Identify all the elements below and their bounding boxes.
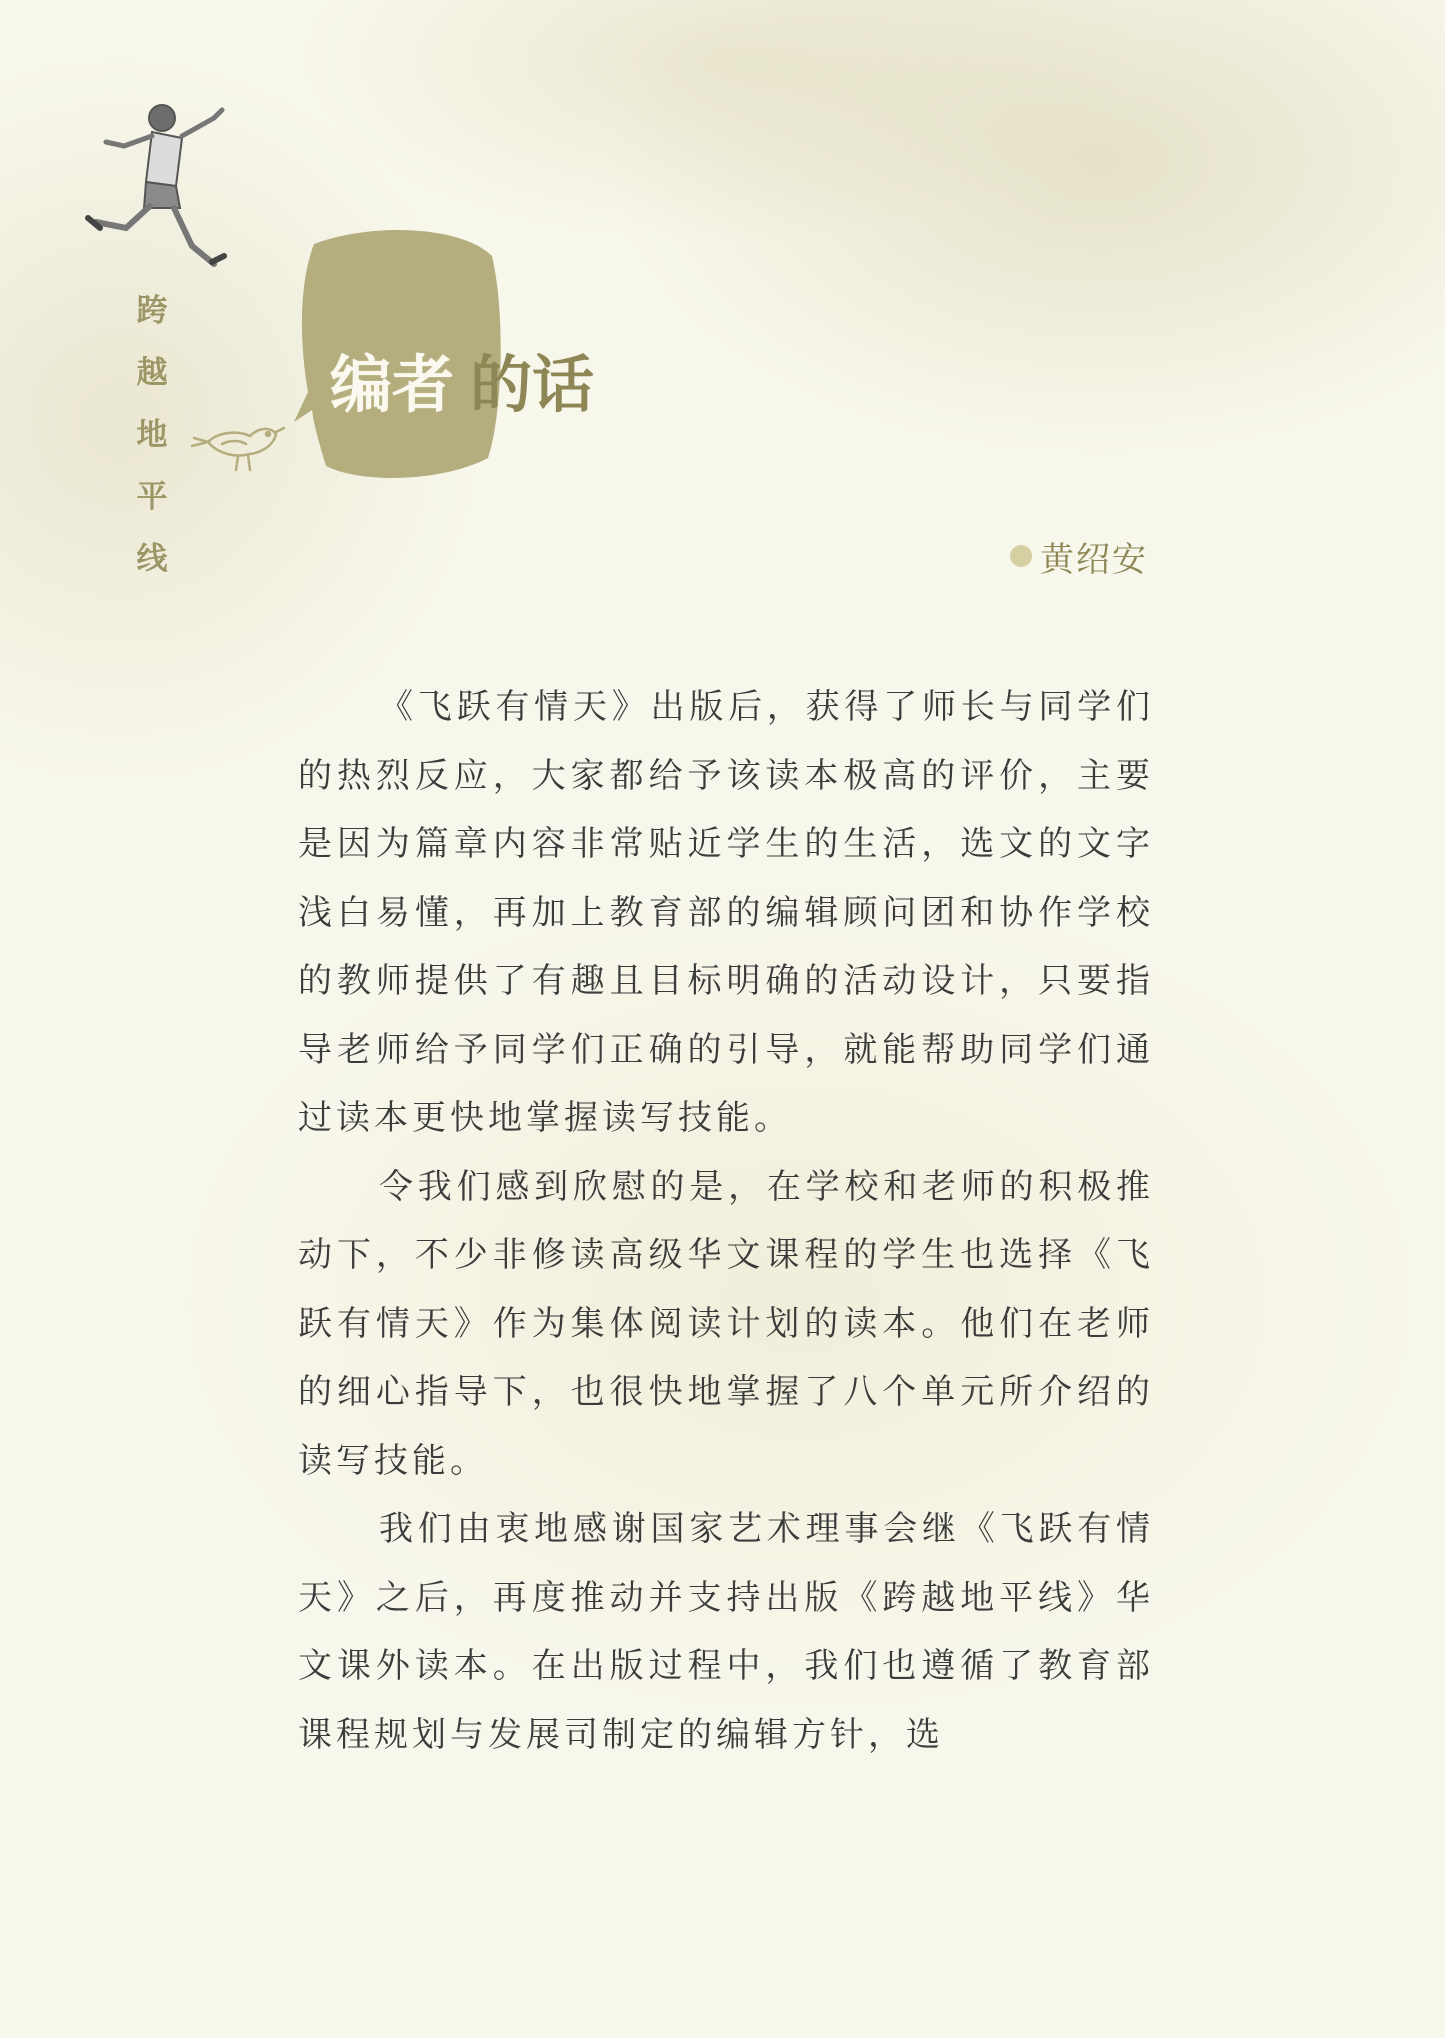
author-line [1010, 530, 1148, 582]
paragraph-1: 《飞跃有情天》出版后，获得了师长与同学们的热烈反应，大家都给予该读本极高的评价，主要是因为篇章内容非常贴近学生的生活，选文的文字浅白易懂，再加上教育部的编辑顾问团和协作学校的教师提供了有趣且目标明确的活动设计，只要指导老师给予同学们正确的引导，就能帮助同学们通过读本更快地掌握读写技能。 [298, 687, 1154, 1138]
paragraph-3: 我们由衷地感谢国家艺术理事会继《飞跃有情天》之后，再度推动并支持出版《跨越地平线》华文课外读本。在出版过程中，我们也遵循了教育部课程规划与发展司制定的编辑方针，选 [298, 1509, 1154, 1755]
book-title-char: 平 [136, 479, 168, 515]
heading-dark-part: 的话 [470, 348, 595, 421]
heading-light-part: 编者 [330, 348, 455, 421]
author-name: 黄绍安 [1040, 539, 1148, 580]
bird-doodle-icon [188, 410, 288, 485]
book-title-vertical [134, 280, 170, 590]
bullet-dot-icon [1010, 545, 1032, 567]
book-title-char: 线 [136, 541, 168, 577]
page-heading [330, 345, 594, 425]
book-title-char: 地 [136, 417, 168, 453]
running-boy-illustration [64, 96, 234, 296]
body-text [298, 673, 1154, 1769]
book-title-char: 越 [136, 355, 168, 391]
paragraph-2: 令我们感到欣慰的是，在学校和老师的积极推动下，不少非修读高级华文课程的学生也选择《飞跃有情天》作为集体阅读计划的读本。他们在老师的细心指导下，也很快地掌握了八个单元所介绍的读写技能。 [298, 1166, 1154, 1481]
book-title-char: 跨 [136, 293, 168, 329]
